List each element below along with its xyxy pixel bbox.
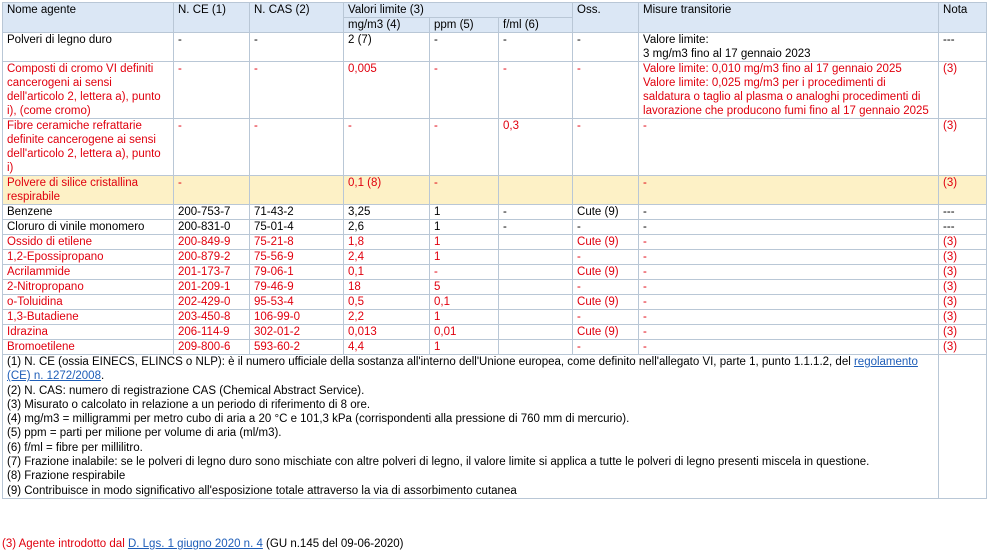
- cell-mg: 2,4: [344, 250, 430, 265]
- cell-cas: 75-56-9: [250, 250, 344, 265]
- note-1: [7, 355, 934, 384]
- cell-misure: -: [639, 340, 939, 355]
- cell-agent: Composti di cromo VI definiti cancerogeni ai sensi dell'articolo 2, lettera a), punto i), (come cromo): [3, 62, 174, 119]
- header-fml: f/ml (6): [499, 18, 573, 33]
- cell-misure: -: [639, 235, 939, 250]
- cell-ppm: -: [430, 176, 499, 205]
- footnote-gazette: (GU n.145 del 09-06-2020): [262, 538, 404, 550]
- cell-nota: (3): [939, 265, 987, 280]
- header-nota: Nota: [939, 3, 987, 33]
- notes-nota-cell: [939, 355, 987, 499]
- cell-nota: (3): [939, 119, 987, 176]
- table-row: [3, 220, 987, 235]
- cell-oss: -: [573, 33, 639, 62]
- cell-fml: [499, 340, 573, 355]
- cell-ce: 200-753-7: [174, 205, 250, 220]
- regulation-link[interactable]: regolamento (CE) n. 1272/2008: [7, 356, 918, 383]
- cell-oss: Cute (9): [573, 265, 639, 280]
- cell-agent: Idrazina: [3, 325, 174, 340]
- cell-nota: (3): [939, 295, 987, 310]
- cell-nota: (3): [939, 176, 987, 205]
- cell-ppm: 0,01: [430, 325, 499, 340]
- cell-misure: -: [639, 295, 939, 310]
- header-oss: Oss.: [573, 3, 639, 33]
- cell-mg: 0,1: [344, 265, 430, 280]
- cell-misure: -: [639, 119, 939, 176]
- note-1-text: (1) N. CE (ossia EINECS, ELINCS o NLP): è il numero ufficiale della sostanza all'interno dell'Unione europea, come definito nell'allegato VI, parte 1, punto 1.1.1.2, del: [7, 356, 854, 368]
- cell-ppm: 1: [430, 205, 499, 220]
- cell-misure: Valore limite: 0,010 mg/m3 fino al 17 gennaio 2025 Valore limite: 0,025 mg/m3 per i procedimenti di saldatura o taglio al plasma o analoghi procedimenti di lavorazione che producono fumi fino al 17 gennaio 2025: [639, 62, 939, 119]
- cell-mg: 0,013: [344, 325, 430, 340]
- cell-ce: 206-114-9: [174, 325, 250, 340]
- cell-ce: 203-450-8: [174, 310, 250, 325]
- cell-nota: ---: [939, 220, 987, 235]
- cell-fml: [499, 325, 573, 340]
- cell-ce: -: [174, 176, 250, 205]
- cell-ce: 201-209-1: [174, 280, 250, 295]
- cell-cas: 106-99-0: [250, 310, 344, 325]
- cell-oss: Cute (9): [573, 205, 639, 220]
- header-ppm: ppm (5): [430, 18, 499, 33]
- cell-misure: -: [639, 280, 939, 295]
- cell-cas: [250, 176, 344, 205]
- cell-agent: Bromoetilene: [3, 340, 174, 355]
- cell-mg: 1,8: [344, 235, 430, 250]
- cell-misure: -: [639, 176, 939, 205]
- cell-nota: ---: [939, 33, 987, 62]
- cell-misure: -: [639, 220, 939, 235]
- cell-fml: [499, 176, 573, 205]
- cell-oss: Cute (9): [573, 295, 639, 310]
- cell-ce: -: [174, 33, 250, 62]
- cell-fml: -: [499, 33, 573, 62]
- cell-nota: ---: [939, 205, 987, 220]
- cell-ppm: -: [430, 119, 499, 176]
- table-row: [3, 295, 987, 310]
- note-8: (8) Frazione respirabile: [7, 470, 126, 483]
- cell-cas: -: [250, 119, 344, 176]
- cell-ppm: 0,1: [430, 295, 499, 310]
- cell-oss: -: [573, 119, 639, 176]
- cell-nota: (3): [939, 280, 987, 295]
- cell-cas: 75-01-4: [250, 220, 344, 235]
- cell-agent: Fibre ceramiche refrattarie definite cancerogene ai sensi dell'articolo 2, lettera a), punto i): [3, 119, 174, 176]
- cell-ppm: 5: [430, 280, 499, 295]
- cell-ppm: -: [430, 33, 499, 62]
- cell-nota: (3): [939, 235, 987, 250]
- cell-cas: 95-53-4: [250, 295, 344, 310]
- cell-oss: -: [573, 280, 639, 295]
- cell-agent: Cloruro di vinile monomero: [3, 220, 174, 235]
- note-3: (3) Misurato o calcolato in relazione a un periodo di riferimento di 8 ore.: [7, 398, 371, 411]
- header-mg: mg/m3 (4): [344, 18, 430, 33]
- table-row: [3, 205, 987, 220]
- cell-mg: 4,4: [344, 340, 430, 355]
- cell-ppm: 1: [430, 220, 499, 235]
- cell-agent: o-Toluidina: [3, 295, 174, 310]
- cell-mg: 18: [344, 280, 430, 295]
- cell-agent: Ossido di etilene: [3, 235, 174, 250]
- table-row: [3, 62, 987, 119]
- note-4: (4) mg/m3 = milligrammi per metro cubo di aria a 20 °C e 101,3 kPa (corrispondenti alla pressione di 760 mm di mercurio).: [7, 413, 630, 426]
- cell-ppm: 1: [430, 235, 499, 250]
- decree-link[interactable]: D. Lgs. 1 giugno 2020 n. 4: [127, 538, 263, 550]
- header-cas: N. CAS (2): [250, 3, 344, 33]
- header-ce: N. CE (1): [174, 3, 250, 33]
- cell-cas: -: [250, 62, 344, 119]
- cell-agent: Polveri di legno duro: [3, 33, 174, 62]
- header-row: [3, 3, 987, 18]
- cell-fml: [499, 235, 573, 250]
- cell-ppm: -: [430, 62, 499, 119]
- cell-nota: (3): [939, 325, 987, 340]
- header-agent: Nome agente: [3, 3, 174, 33]
- cell-ce: -: [174, 119, 250, 176]
- footnote: [2, 537, 404, 551]
- table-body: [3, 33, 987, 499]
- notes-row: [3, 355, 987, 499]
- cell-ce: 200-831-0: [174, 220, 250, 235]
- cell-oss: -: [573, 310, 639, 325]
- cell-misure: -: [639, 265, 939, 280]
- note-9: (9) Contribuisce in modo significativo all'esposizione totale attraverso la via di assorbimento cutanea: [7, 484, 517, 497]
- cell-ce: 200-879-2: [174, 250, 250, 265]
- cell-oss: -: [573, 340, 639, 355]
- cell-oss: -: [573, 250, 639, 265]
- table-row: [3, 33, 987, 62]
- cell-misure: -: [639, 310, 939, 325]
- cell-fml: [499, 310, 573, 325]
- table-row: [3, 235, 987, 250]
- note-2: (2) N. CAS: numero di registrazione CAS (Chemical Abstract Service).: [7, 384, 365, 397]
- cell-fml: 0,3: [499, 119, 573, 176]
- cell-nota: (3): [939, 250, 987, 265]
- cell-nota: (3): [939, 310, 987, 325]
- table-row: [3, 119, 987, 176]
- cell-agent: 1,3-Butadiene: [3, 310, 174, 325]
- footnote-text: (3) Agente introdotto dal: [2, 538, 128, 550]
- cell-ce: 209-800-6: [174, 340, 250, 355]
- cell-cas: 302-01-2: [250, 325, 344, 340]
- table-row: [3, 250, 987, 265]
- cell-mg: 0,5: [344, 295, 430, 310]
- cell-fml: [499, 280, 573, 295]
- cell-cas: 71-43-2: [250, 205, 344, 220]
- table-row: [3, 176, 987, 205]
- cell-mg: 2,6: [344, 220, 430, 235]
- cell-fml: [499, 295, 573, 310]
- cell-ce: 202-429-0: [174, 295, 250, 310]
- cell-mg: 0,005: [344, 62, 430, 119]
- table-row: [3, 340, 987, 355]
- table-row: [3, 310, 987, 325]
- table-row: [3, 265, 987, 280]
- cell-oss: Cute (9): [573, 235, 639, 250]
- cell-misure: -: [639, 250, 939, 265]
- cell-oss: -: [573, 220, 639, 235]
- cell-mg: 2 (7): [344, 33, 430, 62]
- cell-mg: 3,25: [344, 205, 430, 220]
- cell-cas: 79-06-1: [250, 265, 344, 280]
- cell-cas: 593-60-2: [250, 340, 344, 355]
- note-6: (6) f/ml = fibre per millilitro.: [7, 441, 143, 454]
- table-row: [3, 280, 987, 295]
- cell-mg: 0,1 (8): [344, 176, 430, 205]
- cell-misure: -: [639, 325, 939, 340]
- cell-misure: -: [639, 205, 939, 220]
- cell-agent: Acrilammide: [3, 265, 174, 280]
- cell-nota: (3): [939, 62, 987, 119]
- note-7: (7) Frazione inalabile: se le polveri di legno duro sono mischiate con altre polveri di legno, il valore limite si applica a tutte le polveri di legno presenti miscela in questione.: [7, 456, 870, 469]
- cell-cas: -: [250, 33, 344, 62]
- exposure-limits-table: [2, 2, 987, 499]
- cell-fml: [499, 250, 573, 265]
- cell-cas: 75-21-8: [250, 235, 344, 250]
- cell-fml: -: [499, 62, 573, 119]
- cell-ce: 201-173-7: [174, 265, 250, 280]
- cell-cas: 79-46-9: [250, 280, 344, 295]
- cell-ce: -: [174, 62, 250, 119]
- cell-agent: Polvere di silice cristallina respirabile: [3, 176, 174, 205]
- note-5: (5) ppm = parti per milione per volume di aria (ml/m3).: [7, 427, 282, 440]
- cell-ppm: 1: [430, 310, 499, 325]
- cell-agent: 1,2-Epossipropano: [3, 250, 174, 265]
- cell-misure: Valore limite: 3 mg/m3 fino al 17 gennaio 2023: [639, 33, 939, 62]
- table-row: [3, 325, 987, 340]
- cell-ppm: -: [430, 265, 499, 280]
- header-misure: Misure transitorie: [639, 3, 939, 33]
- cell-ppm: 1: [430, 340, 499, 355]
- cell-agent: Benzene: [3, 205, 174, 220]
- note-1-end: .: [100, 370, 105, 383]
- notes-cell: [3, 355, 939, 499]
- cell-oss: Cute (9): [573, 325, 639, 340]
- cell-mg: 2,2: [344, 310, 430, 325]
- cell-fml: [499, 265, 573, 280]
- cell-fml: -: [499, 220, 573, 235]
- cell-agent: 2-Nitropropano: [3, 280, 174, 295]
- cell-oss: -: [573, 62, 639, 119]
- cell-mg: -: [344, 119, 430, 176]
- cell-ce: 200-849-9: [174, 235, 250, 250]
- cell-nota: (3): [939, 340, 987, 355]
- cell-oss: [573, 176, 639, 205]
- cell-ppm: 1: [430, 250, 499, 265]
- header-limits: Valori limite (3): [344, 3, 573, 18]
- cell-fml: -: [499, 205, 573, 220]
